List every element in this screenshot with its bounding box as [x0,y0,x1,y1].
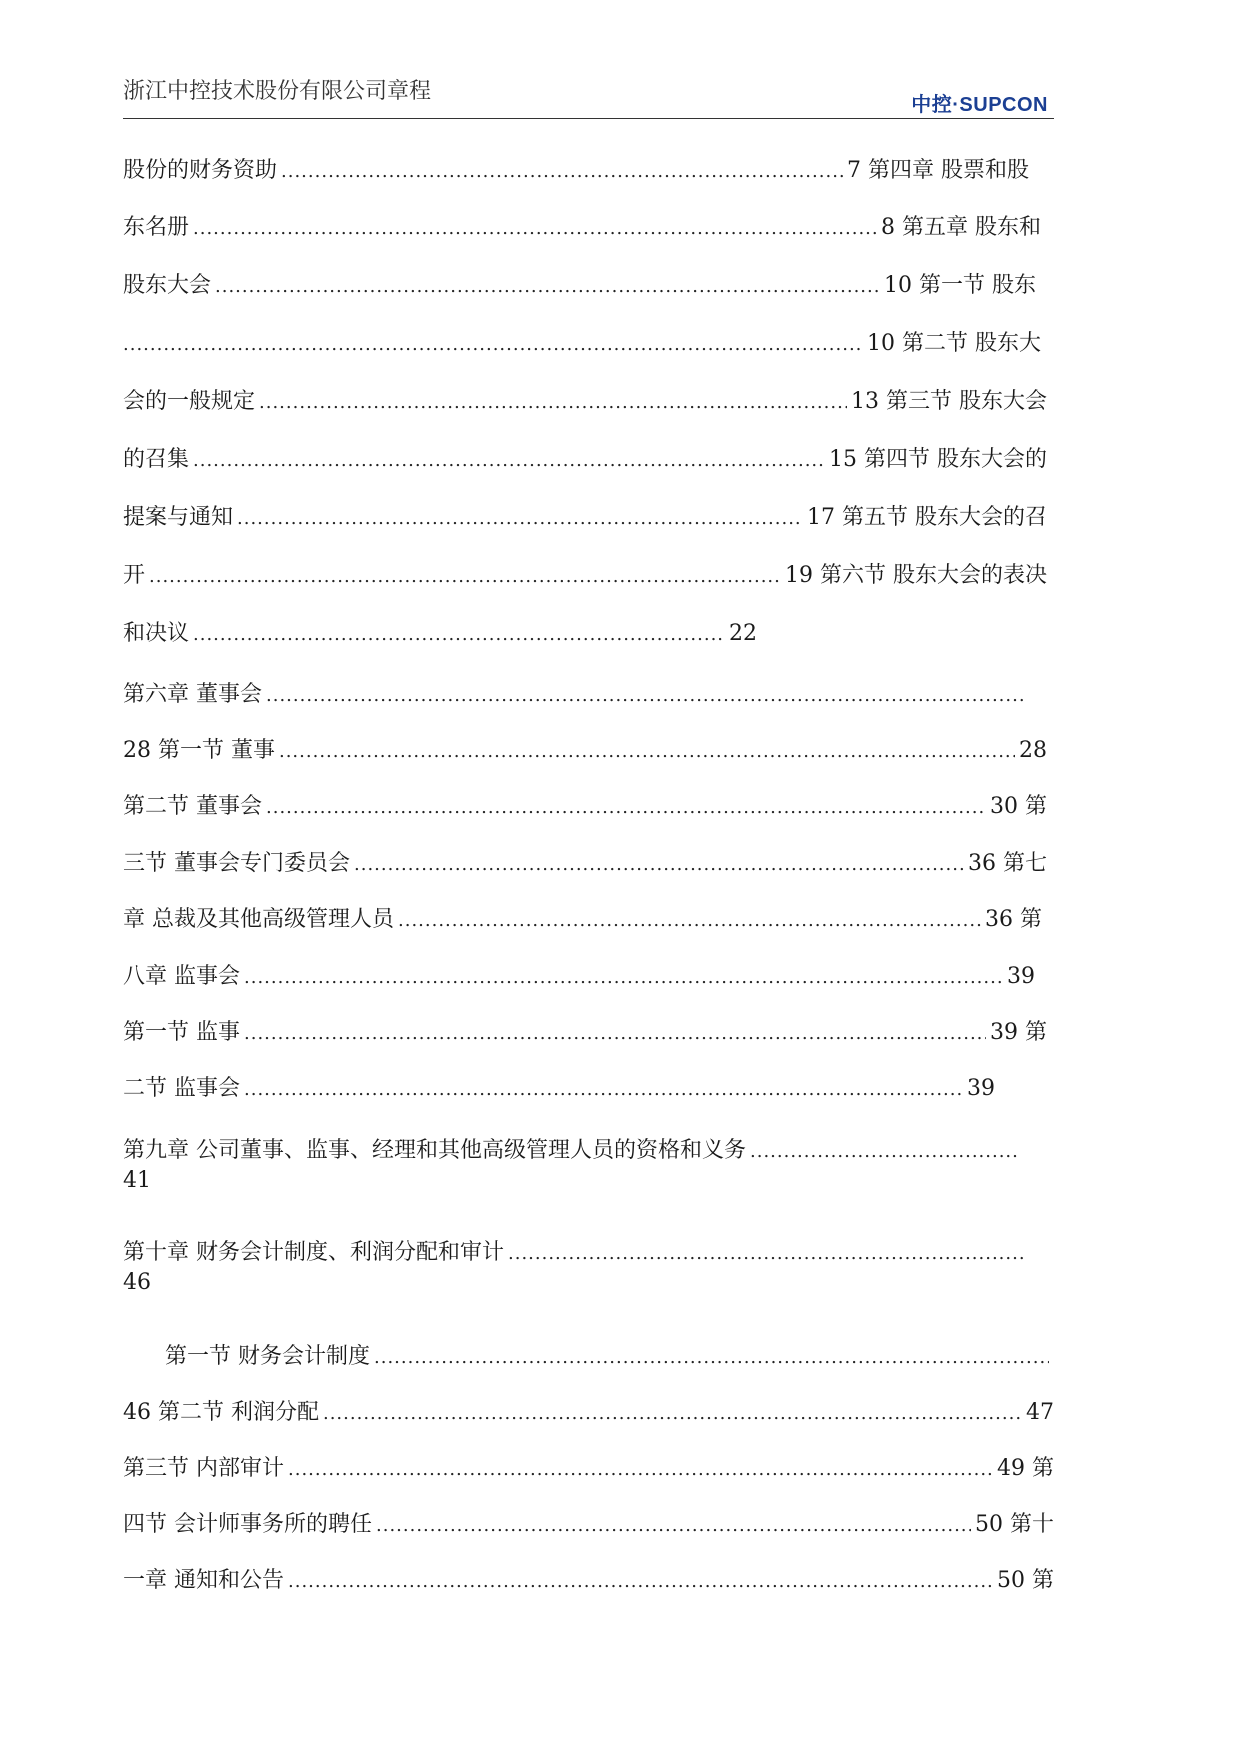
toc-line[interactable] [165,1342,1053,1372]
leader-dots [244,962,1003,992]
toc-line[interactable] [123,680,1028,710]
toc-page-ref: 39 第 [990,1020,1047,1045]
toc-text: 41 [123,1168,151,1193]
toc-page-ref: 39 [1007,964,1035,989]
toc-text: 第一节 财务会计制度 [165,1344,370,1369]
toc-text: 28 第一节 董事 [123,738,275,763]
toc-line[interactable] [123,1136,1021,1166]
toc-line[interactable] [123,736,1047,766]
toc-line[interactable] [123,271,1036,301]
toc-line[interactable] [123,329,1041,359]
toc-line[interactable] [123,849,1047,879]
leader-dots [266,792,986,822]
header-divider [123,118,1054,119]
toc-text: 第十章 财务会计制度、利润分配和审计 [123,1240,504,1265]
toc-line[interactable] [123,445,1047,475]
toc-text: 四节 会计师事务所的聘任 [123,1512,372,1537]
toc-text: 三节 董事会专门委员会 [123,851,350,876]
document-title: 浙江中控技术股份有限公司章程 [123,79,432,104]
toc-line[interactable] [123,387,1047,417]
leader-dots [244,1018,986,1048]
toc-text: 第二节 董事会 [123,794,262,819]
toc-page-ref: 7 第四章 股票和股 [847,158,1029,183]
toc-text: 第三节 内部审计 [123,1456,284,1481]
leader-dots [279,736,1015,766]
toc-line[interactable] [123,1238,1028,1268]
leader-dots [193,445,825,475]
leader-dots [237,503,803,533]
leader-dots [750,1136,1017,1166]
toc-text: 的召集 [123,447,190,472]
toc-text: 东名册 [123,215,190,240]
toc-line[interactable] [123,1566,1054,1596]
toc-text: 会的一般规定 [123,389,256,414]
toc-page-ref: 47 [1026,1400,1054,1425]
toc-page-ref: 10 第二节 股东大 [867,331,1041,356]
leader-dots [244,1074,963,1104]
toc-text: 股东大会 [123,273,212,298]
toc-text: 二节 监事会 [123,1076,240,1101]
toc-line[interactable] [123,1454,1054,1484]
toc-line[interactable] [123,1074,995,1104]
toc-text: 一章 通知和公告 [123,1568,284,1593]
toc-page-ref: 28 [1019,738,1047,763]
toc-page-ref: 22 [729,621,757,646]
leader-dots [259,387,847,417]
leader-dots [193,619,725,649]
toc-page-ref: 15 第四节 股东大会的 [829,447,1047,472]
toc-line[interactable] [123,792,1047,822]
toc-text: 八章 监事会 [123,964,240,989]
toc-line[interactable] [123,619,757,649]
page-header [123,74,1054,120]
toc-line[interactable] [123,1268,323,1298]
toc-line[interactable] [123,1166,323,1196]
leader-dots [281,156,843,186]
toc-text: 46 [123,1270,151,1295]
toc-line[interactable] [123,503,1047,533]
toc-text: 股份的财务资助 [123,158,278,183]
toc-page-ref: 30 第 [990,794,1047,819]
leader-dots [266,680,1024,710]
leader-dots [398,905,981,935]
toc-line[interactable] [123,1018,1047,1048]
toc-page-ref: 13 第三节 股东大会 [851,389,1047,414]
leader-dots [323,1398,1022,1428]
toc-text: 第六章 董事会 [123,682,262,707]
toc-page-ref: 19 第六节 股东大会的表决 [785,563,1047,588]
toc-line[interactable] [123,1510,1054,1540]
leader-dots [288,1454,993,1484]
leader-dots [193,213,877,243]
toc-line[interactable] [123,156,1029,186]
toc-line[interactable] [123,962,1035,992]
leader-dots [354,849,964,879]
leader-dots [288,1566,993,1596]
toc-page-ref: 8 第五章 股东和 [881,215,1041,240]
toc-text: 46 第二节 利润分配 [123,1400,319,1425]
supcon-logo: 中控·SUPCON [911,94,1048,116]
leader-dots [374,1342,1049,1372]
leader-dots [123,329,863,359]
toc-page-ref: 17 第五节 股东大会的召 [807,505,1047,530]
toc-text: 第九章 公司董事、监事、经理和其他高级管理人员的资格和义务 [123,1138,746,1163]
leader-dots [215,271,880,301]
toc-text: 提案与通知 [123,505,234,530]
leader-dots [149,561,781,591]
toc-page-ref: 50 第 [997,1568,1054,1593]
toc-text: 开 [123,563,146,588]
toc-text: 章 总裁及其他高级管理人员 [123,907,394,932]
toc-line[interactable] [123,1398,1054,1428]
toc-page-ref: 50 第十 [975,1512,1054,1537]
toc-line[interactable] [123,561,1047,591]
toc-page-ref: 36 第七 [968,851,1047,876]
toc-page-ref: 36 第 [985,907,1042,932]
toc-line[interactable] [123,905,1042,935]
leader-dots [508,1238,1024,1268]
toc-line[interactable] [123,213,1041,243]
toc-page-ref: 39 [967,1076,995,1101]
toc-text: 第一节 监事 [123,1020,240,1045]
toc-text: 和决议 [123,621,190,646]
toc-page-ref: 10 第一节 股东 [884,273,1036,298]
toc-page-ref: 49 第 [997,1456,1054,1481]
leader-dots [376,1510,971,1540]
